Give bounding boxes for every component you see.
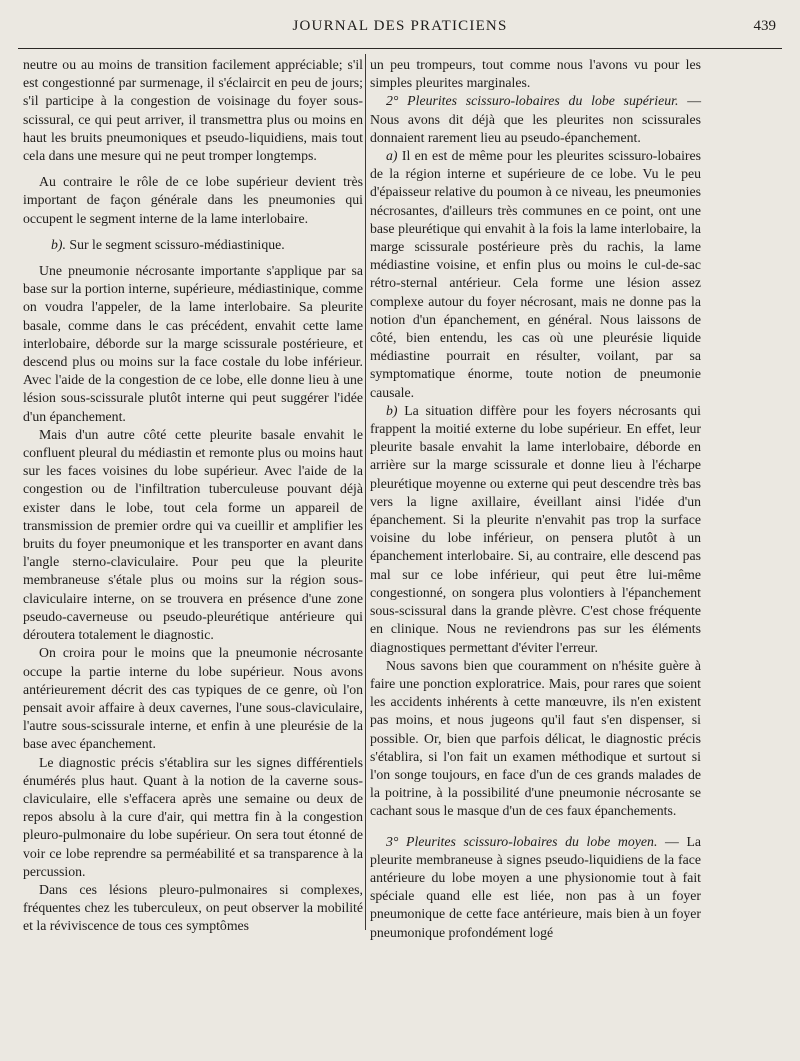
paragraph: Mais d'un autre côté cette pleurite basale envahit le confluent pleural du médiastin et remonte plus ou moins haut sur les faces voisines du lobe supérieur. Avec l'aide de la congestion ou de l'infiltration tuberculeuse pouvant déjà exister dans le lobe, tout cela forme un appareil de transmission de premier ordre qui va cueillir et amplifier les bruits du foyer pneumonique et les transporter en avant dans l'angle sterno-claviculaire. Pour peu que la pleurite membraneuse s'étale plus ou moins sur la région sous-claviculaire interne, on se trouvera en présence d'une zone pseudo-caverneuse ou pseudo-pleurétique antérieure qui déroutera totalement le diagnostic. (23, 426, 363, 643)
subsection-paragraph (370, 402, 701, 657)
paragraph: neutre ou au moins de transition facilement appréciable; s'il est congestionné par surmenage, il s'éclaircit en peu de jours; s'il participe à la congestion de voisinage du foyer sous-scissural, ce qui peut arriver, il transmettra plus ou moins en haut les bruits pneumoniques et pseudo-liquidiens, mais tout cela dans une mesure qui ne peut tromper longtemps. (23, 57, 363, 164)
paragraph: On croira pour le moins que la pneumonie nécrosante occupe la partie interne du lobe supérieur. Nous avons antérieurement décrit des cas typiques de ce genre, où l'on pensait avoir affaire à deux cavernes, l'une sous-claviculaire, l'autre sous-scissurale interne, et enfin à une pleurésie de la base avec épanchement. (23, 645, 363, 752)
section-heading: 2° Pleurites scissuro-lobaires du lobe supérieur. (386, 93, 679, 109)
column-divider (365, 54, 366, 930)
paragraph-text: — Nous avons dit déjà que les pleurites non scissurales donnaient rarement lieu au pseudo-épanchement. (370, 93, 701, 145)
subsection-marker: b) (386, 402, 398, 418)
paragraph: Dans ces lésions pleuro-pulmonaires si complexes, fréquentes chez les tuberculeux, on peut observer la mobilité et la réviviscence de tous ces symptômes (23, 881, 363, 934)
section-paragraph (370, 92, 701, 147)
running-title: JOURNAL DES PRATICIENS (292, 18, 508, 34)
paragraph-text: — La pleurite membraneuse à signes pseudo-liquidiens de la face antérieure du lobe moyen a une physionomie tout à fait spéciale quand elle est liée, non pas à un foyer pneumonique de cette face antérieure, mais bien à un foyer pneumonique profondément logé (370, 833, 701, 940)
paragraph: Nous savons bien que couramment on n'hésite guère à faire une ponction exploratrice. Mais, pour rares que soient les accidents inhérents à cette manœuvre, ils n'en existent pas moins, et nous jugeons qu'il faut s'en dispenser, si possible. Or, bien que parfois délicat, le diagnostic précis s'établira, si l'on fait un examen méthodique et surtout si l'on songe toujours, en face d'un de ces grands malades de la poitrine, à la possibilité d'une pneumonie nécrosante se cachant sous le masque d'un de ces faux épanchements. (370, 657, 701, 819)
page-number: 439 (753, 18, 776, 34)
paragraph: un peu trompeurs, tout comme nous l'avons vu pour les simples pleurites marginales. (370, 57, 701, 91)
paragraph: Le diagnostic précis s'établira sur les signes différentiels énumérés plus haut. Quant à la notion de la caverne sous-claviculaire, elle s'effacera après une semaine ou deux de repos absolu à la cure d'air, qui mettra fin à la congestion pleuro-pulmonaire du lobe supérieur. On sera tout étonné de voir ce lobe reprendre sa perméabilité et sa transparence à la percussion. (23, 754, 363, 879)
subsection-title: Sur le segment scissuro-médiastinique. (69, 236, 285, 252)
paragraph: Au contraire le rôle de ce lobe supérieur devient très important de façon générale dans les pneumonies qui occupent le segment interne de la lame interlobaire. (23, 174, 363, 226)
left-column (23, 56, 363, 936)
subsection-marker: b). (51, 236, 66, 252)
subsection-paragraph (370, 147, 701, 402)
section-paragraph (370, 833, 701, 942)
page-header (18, 14, 782, 49)
paragraph: Une pneumonie nécrosante importante s'applique par sa base sur la portion interne, supérieure, médiastinique, comme on voudra l'appeler, de la lame interlobaire. Sa pleurite basale, comme dans le cas précédent, envahit cette lame interlobaire, déborde sur la marge scissurale postérieure, et descend plus ou moins sur la face costale du lobe inférieur. Avec l'aide de la congestion de ce lobe, elle donne lieu à une lésion sous-scissurale plutôt interne qui peut suggérer l'idée d'un épanchement. (23, 263, 363, 424)
right-column (370, 56, 701, 942)
subsection-marker: a) (386, 148, 398, 164)
paragraph-text: Il en est de même pour les pleurites scissuro-lobaires de la région interne et supérieure de ce lobe. Vu le peu d'épaisseur relative du poumon à ce niveau, les pneumonies nécrosantes, d'ailleurs très communes en ce point, ont une base pleurétique qui envahit à la fois la lame interlobaire, la marge scissurale postérieure près du rachis, la lame médiastine voisine, et enfin plus ou moins le cul-de-sac rétro-sternal antérieur. Cela forme une lésion assez complexe autour du foyer nécrosant, mais ne donne pas la notion d'un épanchement, en général. Nous laissons de côté, bien entendu, les cas où une pleurésie liquide médiastine pourrait en résulter, voilant, par sa symptomatique énorme, toute notion de pneumonie causale. (370, 148, 701, 400)
section-subheading (23, 236, 363, 254)
paragraph-text: La situation diffère pour les foyers nécrosants qui frappent la moitié externe du lobe supérieur. En effet, leur pleurite basale envahit la lame interlobaire, déborde en arrière sur la marge scissurale et donne lieu à l'écharpe pleurétique moyenne ou externe qui peut descendre très bas vers la ligne axillaire, éveillant ainsi l'idée d'un épanchement. Si la pleurite n'envahit pas trop la surface voisine du lobe inférieur, on pensera plutôt à un épanchement interlobaire. Si, au contraire, elle descend pas mal sur ce lobe inférieur, qui peut être lui-même congestionné, on songera plus volontiers à l'épanchement sous-scissural dans la grande plèvre. C'est chose fréquente en clinique. Nous ne reviendrons pas sur les éléments diagnostiques permettant d'éviter l'erreur. (370, 402, 701, 655)
section-heading: 3° Pleurites scissuro-lobaires du lobe moyen. (386, 833, 658, 849)
